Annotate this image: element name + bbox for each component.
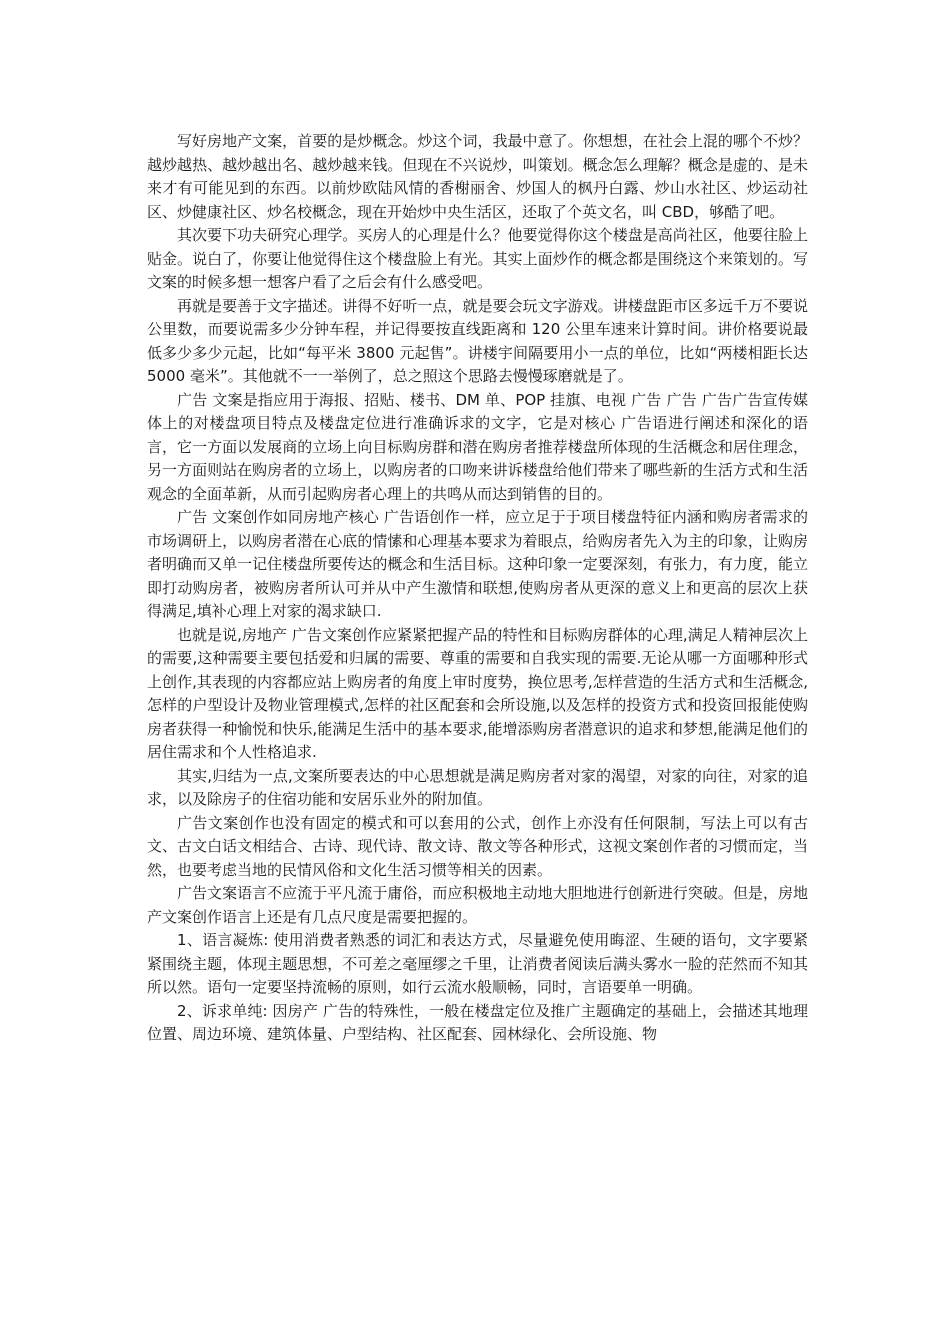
paragraph: 其实,归结为一点,文案所要表达的中心思想就是满足购房者对家的渴望，对家的向往，对家的追求，以及除房子的住宿功能和安居乐业外的附加值。 (147, 766, 808, 808)
paragraph: 广告文案语言不应流于平凡流于庸俗，而应积极地主动地大胆地进行创新进行突破。但是，房地产文案创作语言上还是有几点尺度是需要把握的。 (147, 884, 808, 926)
paragraph: 广告文案创作也没有固定的模式和可以套用的公式，创作上亦没有任何限制，写法上可以有古文、古文白话文相结合、古诗、现代诗、散文诗、散文等各种形式，这视文案创作者的习惯而定，当然，也要考虑当地的民情风俗和文化生活习惯等相关的因素。 (147, 813, 808, 879)
list-paragraph: 2、诉求单纯: 因房产 广告的特殊性，一般在楼盘定位及推广主题确定的基础上，会描述其地理位置、周边环境、建筑体量、户型结构、社区配套、园林绿化、会所设施、物 (147, 1001, 808, 1043)
paragraph: 广告 文案是指应用于海报、招贴、楼书、DM 单、POP 挂旗、电视 广告 广告 广告广告宣传媒体上的对楼盘项目特点及楼盘定位进行准确诉求的文字，它是对核心 广告语进行阐述和深化的语言，它一方面以发展商的立场上向目标购房群和潜在购房者推荐楼盘所体现的生活概念和居住理念，另一方面则站在购房者的立场上，以购房者的口吻来讲诉楼盘给他们带来了哪些新的生活方式和生活观念的全面革新，从而引起购房者心理上的共鸣从而达到销售的目的。 (147, 390, 808, 503)
list-paragraph: 1、语言凝炼: 使用消费者熟悉的词汇和表达方式，尽量避免使用晦涩、生硬的语句，文字要紧紧围绕主题，体现主题思想，不可差之毫厘缪之千里，让消费者阅读后满头雾水一脸的茫然而不知其所以然。语句一定要坚持流畅的原则，如行云流水般顺畅，同时，言语要单一明确。 (147, 931, 808, 996)
paragraph: 也就是说,房地产 广告文案创作应紧紧把握产品的特性和目标购房群体的心理,满足人精神层次上的需要,这种需要主要包括爱和归属的需要、尊重的需要和自我实现的需要.无论从哪一方面哪种形式上创作,其表现的内容都应站上购房者的角度上审时度势，换位思考,怎样营造的生活方式和生活概念,怎样的户型设计及物业管理模式,怎样的社区配套和会所设施,以及怎样的投资方式和投资回报能使购房者获得一种愉悦和快乐,能满足生活中的基本要求,能增添购房者潜意识的追求和梦想,能满足他们的居住需求和个人性格追求. (147, 625, 808, 761)
paragraph: 写好房地产文案，首要的是炒概念。炒这个词，我最中意了。你想想，在社会上混的哪个不炒？越炒越热、越炒越出名、越炒越来钱。但现在不兴说炒，叫策划。概念怎么理解？概念是虚的、是未来才有可能见到的东西。以前炒欧陆风情的香榭丽舍、炒国人的枫丹白露、炒山水社区、炒运动社区、炒健康社区、炒名校概念，现在开始炒中央生活区，还取了个英文名，叫 CBD，够酷了吧。 (147, 132, 808, 221)
paragraph: 再就是要善于文字描述。讲得不好听一点，就是要会玩文字游戏。讲楼盘距市区多远千万不要说公里数，而要说需多少分钟车程，并记得要按直线距离和 120 公里车速来计算时间。讲价格要说最低多少多少元起，比如“每平米 3800 元起售”。讲楼宇间隔要用小一点的单位，比如“两楼相距长达 5000 毫米”。其他就不一一举例了，总之照这个思路去慢慢琢磨就是了。 (147, 296, 808, 385)
paragraph: 广告 文案创作如同房地产核心 广告语创作一样，应立足于于项目楼盘特征内涵和购房者需求的市场调研上，以购房者潜在心底的情愫和心理基本要求为着眼点，给购房者先入为主的印象，让购房者明确而又单一记住楼盘所要传达的概念和生活目标。这种印象一定要深刻，有张力，有力度，能立即打动购房者，被购房者所认可并从中产生激情和联想,使购房者从更深的意义上和更高的层次上获得满足,填补心理上对家的渴求缺口. (147, 508, 808, 620)
paragraph: 其次要下功夫研究心理学。买房人的心理是什么？他要觉得你这个楼盘是高尚社区，他要往脸上贴金。说白了，你要让他觉得住这个楼盘脸上有光。其实上面炒作的概念都是围绕这个来策划的。写文案的时候多想一想客户看了之后会有什么感受吧。 (147, 226, 808, 291)
document-body (147, 130, 808, 1047)
